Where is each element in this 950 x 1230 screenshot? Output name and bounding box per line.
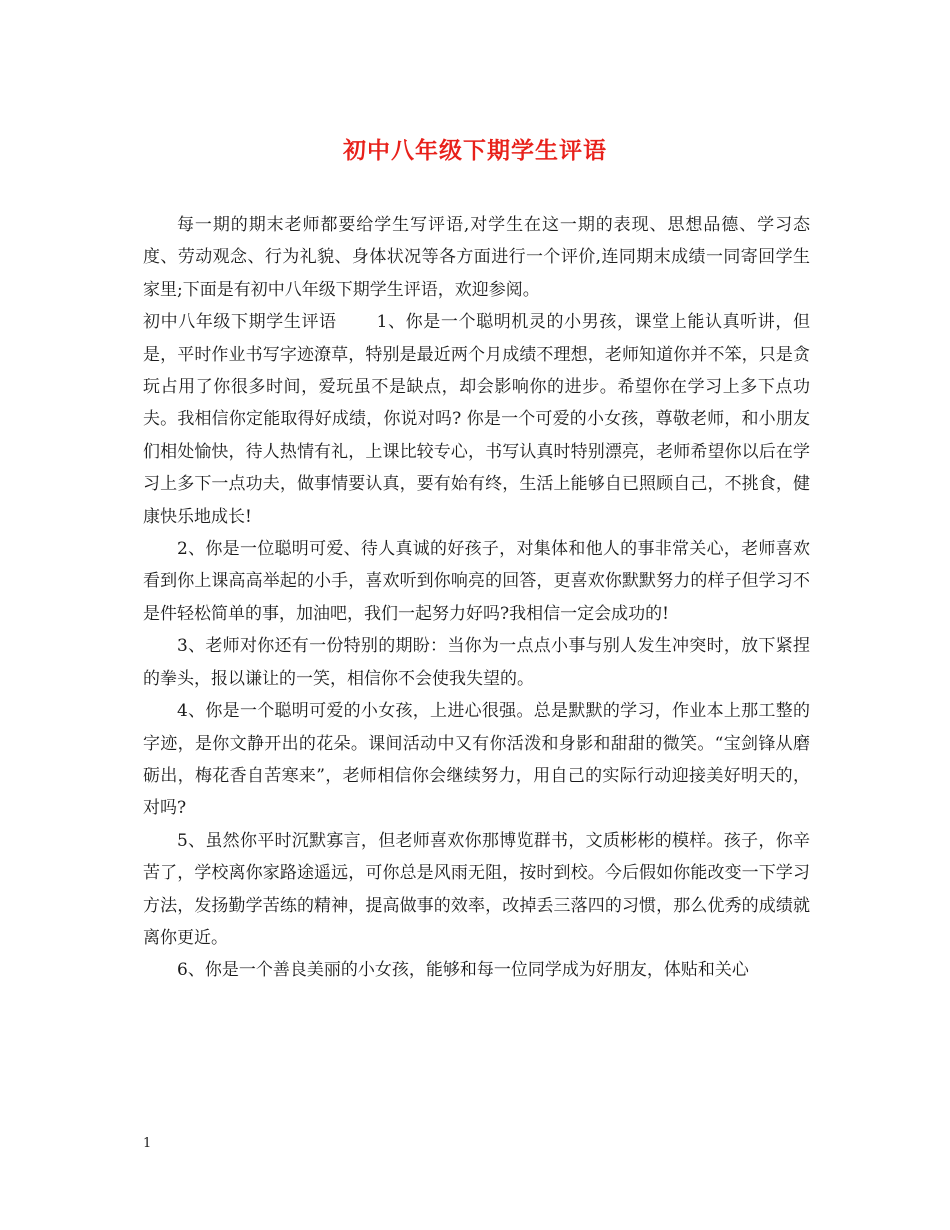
- intro-paragraph: 每一期的期末老师都要给学生写评语,对学生在这一期的表现、思想品德、学习态度、劳动观念、行为礼貌、身体状况等各方面进行一个评价,连同期末成绩一同寄回学生家里;下面是有初中八年级下期学生评语，欢迎参阅。: [143, 215, 810, 300]
- page-number: 1: [143, 1136, 152, 1151]
- inline-heading: 初中八年级下期学生评语: [143, 312, 337, 333]
- comment-paragraph-1: [143, 306, 810, 533]
- document-body: [143, 209, 810, 987]
- comment-paragraph-2: 2、你是一位聪明可爱、待人真诚的好孩子，对集体和他人的事非常关心，老师喜欢看到你上课高高举起的小手，喜欢听到你响亮的回答，更喜欢你默默努力的样子但学习不是件轻松简单的事，加油吧，我们一起努力好吗?我相信一定会成功的!: [143, 539, 810, 624]
- comment-1-text: 1、你是一个聪明机灵的小男孩，课堂上能认真听讲，但是，平时作业书写字迹潦草，特别是最近两个月成绩不理想，老师知道你并不笨，只是贪玩占用了你很多时间，爱玩虽不是缺点，却会影响你的进步。希望你在学习上多下点功夫。我相信你定能取得好成绩，你说对吗? 你是一个可爱的小女孩，尊敬老师，和小朋友们相处愉快，待人热情有礼，上课比较专心，书写认真时特别漂亮，老师希望你以后在学习上多下一点功夫，做事情要认真，要有始有终，生活上能够自已照顾自己，不挑食，健康快乐地成长!: [143, 312, 810, 527]
- comment-paragraph-4: 4、你是一个聪明可爱的小女孩，上进心很强。总是默默的学习，作业本上那工整的字迹，是你文静开出的花朵。课间活动中又有你活泼和身影和甜甜的微笑。“宝剑锋从磨砺出，梅花香自苦寒来”，老师相信你会继续努力，用自己的实际行动迎接美好明天的，对吗?: [143, 701, 810, 819]
- comment-paragraph-5: 5、虽然你平时沉默寡言，但老师喜欢你那博览群书，文质彬彬的模样。孩子，你辛苦了，学校离你家路途遥远，可你总是风雨无阻，按时到校。今后假如你能改变一下学习方法，发扬勤学苦练的精神，提高做事的效率，改掉丢三落四的习惯，那么优秀的成绩就离你更近。: [143, 830, 810, 948]
- comment-paragraph-3: 3、老师对你还有一份特别的期盼：当你为一点点小事与别人发生冲突时，放下紧捏的拳头，报以谦让的一笑，相信你不会使我失望的。: [143, 636, 810, 689]
- comment-paragraph-6: 6、你是一个善良美丽的小女孩，能够和每一位同学成为好朋友，体贴和关心: [177, 960, 749, 981]
- document-title: 初中八年级下期学生评语: [343, 137, 607, 164]
